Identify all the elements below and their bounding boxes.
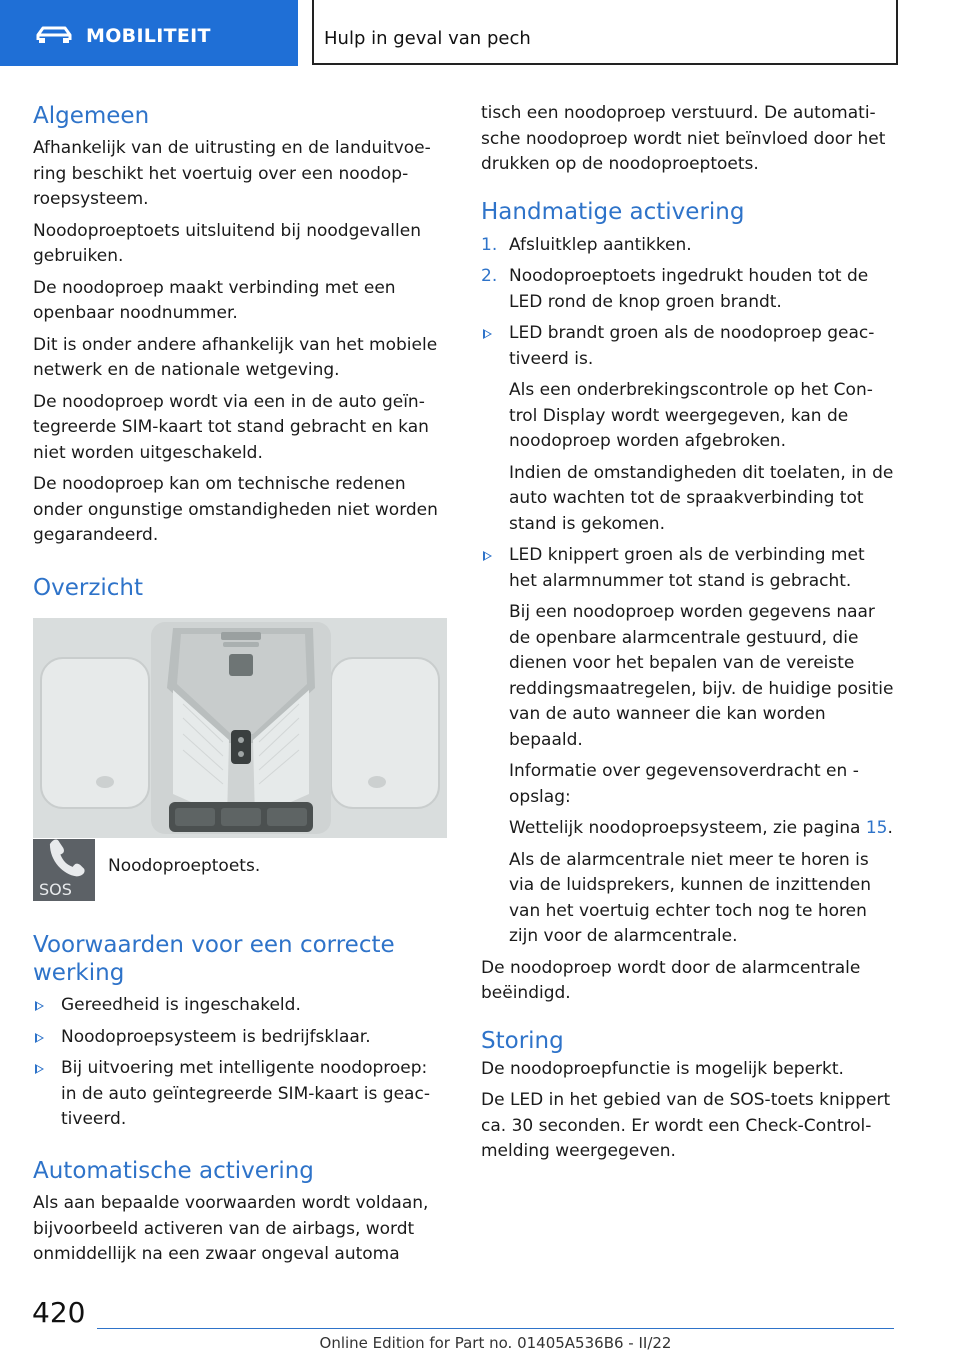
heading-overzicht: Overzicht xyxy=(33,575,144,601)
bullet-triangle-icon xyxy=(483,551,492,561)
heading-storing: Storing xyxy=(481,1027,564,1054)
voorwaarden-list xyxy=(33,993,448,1139)
paragraph: Noodoproeptoets uitsluitend bij noodgevallen gebruiken. xyxy=(33,220,421,266)
paragraph: Indien de omstandigheden dit toelaten, in de auto wachten tot de spraakverbinding tot stand is gekomen. xyxy=(509,462,894,534)
list-item: Noodoproepsysteem is bedrijfsklaar. xyxy=(33,1025,448,1051)
step-item: 1. Afsluitklep aantikken. xyxy=(481,234,692,255)
heading-voorwaarden: Voorwaarden voor een correcte werking xyxy=(33,932,395,986)
footer-divider xyxy=(97,1328,894,1329)
paragraph: tisch een noodoproep verstuurd. De automatische noodoproep wordt niet beïnvloed door het drukken op de noodoproeptoets. xyxy=(481,103,886,174)
sos-button-icon xyxy=(33,839,95,901)
bullet-triangle-icon xyxy=(35,1001,44,1011)
bullet-triangle-icon xyxy=(35,1033,44,1043)
page-link[interactable]: 15 xyxy=(865,818,888,838)
chapter-tab xyxy=(0,0,298,66)
list-item: LED knippert groen als de verbinding met het alarmnummer tot stand is gebracht. xyxy=(481,543,895,594)
list-item: LED brandt groen als de noodoproep geactiveerd is. xyxy=(481,321,895,372)
page-number: 420 xyxy=(32,1296,86,1329)
car-icon xyxy=(34,26,74,44)
paragraph: De LED in het gebied van de SOS-toets knippert ca. 30 seconden. Er wordt een Check-Control-melding weergegeven. xyxy=(481,1090,891,1161)
paragraph: Als een onderbrekingscontrole op het Control Display wordt weergegeven, kan de noodoproep worden afgebroken. xyxy=(509,380,873,451)
chapter-title: MOBILITEIT xyxy=(86,25,211,47)
paragraph: Dit is onder andere afhankelijk van het mobiele netwerk en de nationale wetgeving. xyxy=(33,334,438,380)
paragraph: Bij een noodoproep worden gegevens naar de openbare alarmcentrale gestuurd, die dienen voor het bepalen van de vereiste reddingsmaatregelen, bijv. de huidige positie van de auto wanneer die kan worden bepaald. xyxy=(509,602,894,750)
overhead-console-photo xyxy=(33,618,447,838)
heading-algemeen: Algemeen xyxy=(33,103,150,129)
paragraph: Afhankelijk van de uitrusting en de landuitvoering beschikt het voertuig over een noodoproepsysteem. xyxy=(33,138,431,209)
paragraph: Wettelijk noodoproepsysteem, zie pagina 15. xyxy=(509,818,893,838)
section-title: Hulp in geval van pech xyxy=(324,28,531,49)
paragraph: Als de alarmcentrale niet meer te horen is via de luidsprekers, kunnen de inzittenden van het voertuig echter toch nog te horen zijn voor de alarmcentrale. xyxy=(509,849,872,946)
heading-handmatig: Handmatige activering xyxy=(481,198,745,225)
bullet-triangle-icon xyxy=(483,329,492,339)
list-item: Gereedheid is ingeschakeld. xyxy=(33,993,448,1019)
paragraph: De noodoproep wordt door de alarmcentrale beëindigd. xyxy=(481,957,861,1003)
right-column xyxy=(481,101,895,1171)
step-item: 2. Noodoproeptoets ingedrukt houden tot de LED rond de knop groen brandt. xyxy=(481,266,869,312)
paragraph: De noodoproep maakt verbinding met een openbaar noodnummer. xyxy=(33,277,396,323)
heading-automatisch: Automatische activering xyxy=(33,1158,314,1184)
list-item: Bij uitvoering met intelligente noodoproep: in de auto geïntegreerde SIM-kaart is geactiveerd. xyxy=(33,1056,448,1133)
paragraph: De noodoproepfunctie is mogelijk beperkt. xyxy=(481,1058,844,1079)
bullet-triangle-icon xyxy=(35,1064,44,1074)
sos-label: SOS xyxy=(39,880,72,899)
paragraph: Als aan bepaalde voorwaarden wordt voldaan, bijvoorbeeld activeren van de airbags, wordt onmiddellijk na een zwaar ongeval automa xyxy=(33,1193,429,1264)
paragraph: De noodoproep wordt via een in de auto geïntegreerde SIM-kaart tot stand gebracht en kan niet worden uitgeschakeld. xyxy=(33,391,429,463)
footer-edition: Online Edition for Part no. 01405A536B6 - II/22 xyxy=(319,1334,672,1352)
paragraph: De noodoproep kan om technische redenen onder ongunstige omstandigheden niet worden gegarandeerd. xyxy=(33,474,438,545)
paragraph: Informatie over gegevensoverdracht en -opslag: xyxy=(509,761,859,807)
algemeen-body xyxy=(33,136,448,555)
photo-caption: Noodoproeptoets. xyxy=(108,856,261,876)
